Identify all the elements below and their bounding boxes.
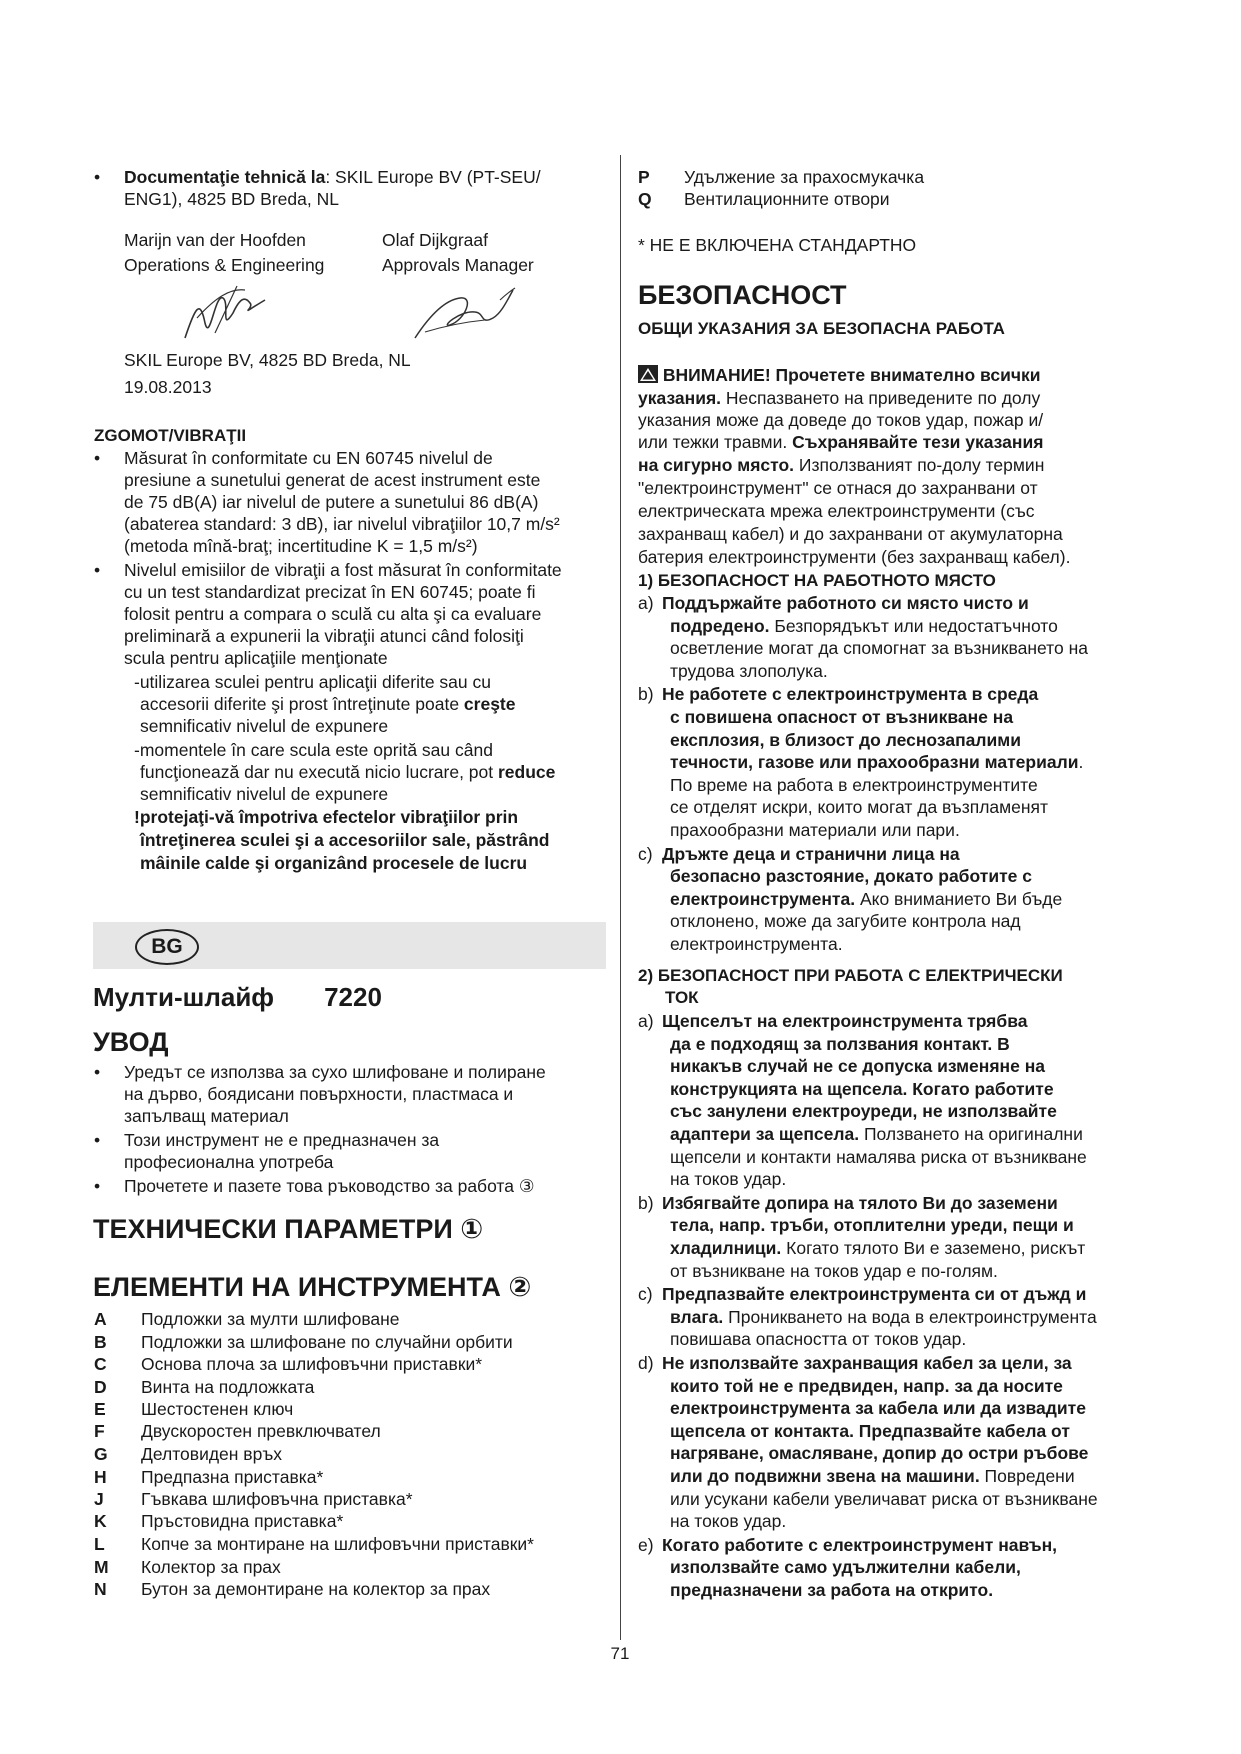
item-line [670, 1123, 1083, 1145]
item-line: прахообразни материали или пари. [670, 820, 960, 840]
bullet-dot: • [94, 1176, 101, 1196]
dash1-text: accesorii diferite şi prost întreţinute poate [140, 694, 464, 714]
element-label: Бутон за демонтиране на колектор за прах [141, 1579, 491, 1599]
element-label: Основа плоча за шлифовъчни приставки* [141, 1354, 483, 1374]
item-bold-text: експлозия, в близост до леснозапалими [670, 729, 1021, 750]
element-key: J [94, 1489, 104, 1509]
language-badge: BG [135, 929, 199, 965]
item-line [670, 865, 1032, 887]
item-key: c) [638, 843, 653, 864]
item-line [670, 1375, 1063, 1397]
warning-line: захранващ кабел) и до захранвани от акумулаторна [638, 524, 1063, 544]
item-line [670, 888, 1062, 910]
element-label: Подложки за мулти шлифоване [141, 1309, 400, 1329]
intro-heading: УВОД [93, 1027, 169, 1057]
item-text: Повредени [979, 1466, 1075, 1486]
item-bold-text: Не работете с електроинструмента в среда [662, 684, 1039, 705]
signature-date: 19.08.2013 [124, 377, 212, 397]
intro-b1-line: на дърво, боядисани повърхности, пластмаса и [124, 1084, 514, 1104]
element-label: Вентилационните отвори [684, 189, 890, 209]
noise-b1-line: (abaterea standard: 3 dB), iar nivelul vibraţiilor 10,7 m/s² [124, 514, 560, 534]
tech-doc-line1 [124, 166, 541, 188]
item-line [662, 1010, 1027, 1032]
item-line [670, 1033, 1010, 1055]
element-key: K [94, 1511, 107, 1531]
item-bold-text: електроинструмента за кабела или да извадите [670, 1398, 1086, 1419]
dash2-emph: reduce [498, 762, 556, 782]
bullet-dot: • [94, 167, 101, 187]
item-line [662, 1283, 1086, 1305]
item-text: . [1078, 752, 1084, 773]
item-bold-text: Когато работите с електроинструмент навън, [662, 1534, 1058, 1555]
item-line [670, 1465, 1075, 1487]
warning-bold: на сигурно място. [638, 455, 795, 475]
item-text: Ако вниманието Ви бъде [855, 888, 1063, 909]
bullet-dot: • [94, 1130, 101, 1150]
item-bold-text: да е подходящ за ползвания контакт. В [670, 1033, 1010, 1054]
item-line: електроинструмента. [670, 934, 843, 954]
element-label: Винта на подложката [141, 1377, 315, 1397]
item-line [670, 1214, 1074, 1236]
electrical-heading: 2) БЕЗОПАСНОСТ ПРИ РАБОТА С ЕЛЕКТРИЧЕСКИ [638, 966, 1063, 985]
item-line [662, 1192, 1058, 1214]
bullet-dot: • [94, 448, 101, 468]
warning-text: или тежки травми. [638, 432, 793, 452]
element-key: L [94, 1534, 105, 1554]
company-address: SKIL Europe BV, 4825 BD Breda, NL [124, 350, 411, 370]
item-bold-text: безопасно разстояние, докато работите с [670, 866, 1032, 887]
product-title-row [93, 981, 382, 1013]
item-key: d) [638, 1353, 654, 1373]
item-bold-text: никакъв случай не се допуска изменяне на [670, 1056, 1046, 1077]
element-label: Пръстовидна приставка* [141, 1511, 344, 1531]
item-line: щепсели и контакти намалява риска от възникване [670, 1146, 1087, 1167]
item-line [662, 843, 960, 865]
item-line [670, 1055, 1045, 1077]
item-key: a) [638, 593, 654, 613]
item-bold-text: Дръжте деца и странични лица на [662, 843, 960, 864]
noise-b2-line: preliminară a expunerii la vibraţii atunci când folosiţi [124, 626, 524, 646]
column-divider [620, 155, 621, 1640]
intro-b2-line: професионална употреба [124, 1152, 334, 1172]
element-label: Гъвкава шлифовъчна приставка* [141, 1489, 413, 1509]
item-line [670, 1420, 1070, 1442]
item-line [662, 1352, 1072, 1374]
noise-b1-line: Măsurat în conformitate cu EN 60745 nivelul de [124, 448, 493, 468]
tech-doc-label: Documentaţie tehnică la [124, 167, 326, 187]
item-bold-text: с повишена опасност от възникване на [670, 707, 1014, 727]
signer1-name: Marijn van der Hoofden [124, 230, 306, 250]
element-label: Шестостенен ключ [141, 1399, 294, 1419]
warning-text: Неспазването на приведените по долу [721, 388, 1041, 408]
dash2-line: -momentele în care scula este oprită sau când [134, 740, 493, 760]
protect-line: !protejaţi-vă împotriva efectelor vibraţiilor prin [134, 807, 519, 827]
item-line: трудова злополука. [670, 660, 828, 681]
element-label: Колектор за прах [141, 1557, 281, 1577]
item-line: на токов удар. [670, 1169, 787, 1190]
item-bold-text: подредено. [670, 615, 770, 636]
item-line [670, 1306, 1097, 1328]
item-line [670, 751, 1083, 773]
general-safety-heading: ОБЩИ УКАЗАНИЯ ЗА БЕЗОПАСНА РАБОТА [638, 319, 1005, 338]
element-key: N [94, 1579, 107, 1599]
intro-b3-line: Прочетете и пазете това ръководство за работа ③ [124, 1176, 535, 1196]
item-key: b) [638, 684, 654, 705]
item-bold-text: предназначени за работа на открито. [670, 1580, 994, 1600]
item-bold-text: електроинструмента. [670, 888, 856, 909]
noise-b1-line: (metoda mînă-braţ; incertitudine K = 1,5 m/s²) [124, 536, 478, 556]
noise-b1-line: presiune a sunetului generat de acest instrument este [124, 470, 541, 490]
signer1-role: Operations & Engineering [124, 255, 325, 275]
safety-heading: БЕЗОПАСНОСТ [638, 280, 847, 310]
product-title: Мулти-шлайф [93, 982, 275, 1012]
tech-params-heading: ТЕХНИЧЕСКИ ПАРАМЕТРИ ① [93, 1214, 484, 1244]
element-key: D [94, 1377, 107, 1397]
item-line: или усукани кабели увеличават риска от възникване [670, 1488, 1098, 1509]
dash1-emph: creşte [463, 694, 516, 714]
item-bold-text: конструкцията на щепсела. Когато работите [670, 1078, 1054, 1099]
item-bold-text: влага. [670, 1306, 724, 1327]
warning-lead: ВНИМАНИЕ! Прочетете внимателно всички [662, 365, 1041, 385]
item-bold-text: със занулени електроуреди, не използвайте [670, 1101, 1057, 1122]
item-line [662, 683, 1038, 705]
signer2-name: Olaf Dijkgraaf [382, 230, 489, 250]
bullet-dot: • [94, 1062, 101, 1082]
element-key: E [94, 1399, 106, 1419]
item-bold-text: адаптери за щепсела. [670, 1124, 860, 1144]
item-line [670, 1078, 1054, 1100]
item-text: Когато тялото Ви е заземено, рискът [781, 1238, 1086, 1258]
item-line [662, 592, 1029, 614]
item-line [670, 615, 1058, 637]
item-bold-text: които той не е предвиден, напр. за да носите [670, 1375, 1063, 1396]
protect-line: întreţinerea sculei şi a accesoriilor sale, păstrând [140, 830, 550, 850]
element-label: Делтовиден връх [141, 1444, 283, 1464]
item-line [670, 729, 1021, 751]
element-key: P [638, 167, 650, 187]
item-line [662, 1534, 1057, 1556]
elements-heading: ЕЛЕМЕНТИ НА ИНСТРУМЕНТА ② [93, 1272, 532, 1302]
warning-bold: указания. [638, 388, 722, 408]
item-line [670, 1237, 1085, 1259]
signature-2-image [405, 280, 525, 350]
signature-1-image [175, 278, 275, 348]
dash2-line: semnificativ nivelul de expunere [140, 784, 389, 804]
noise-b2-line: cu un test standardizat precizat în EN 60745; poate fi [124, 582, 536, 602]
element-key: Q [638, 189, 652, 209]
dash1-line: semnificativ nivelul de expunere [140, 716, 389, 736]
element-label: Подложки за шлифоване по случайни орбити [141, 1332, 513, 1352]
element-key: C [94, 1354, 107, 1374]
item-line [670, 1556, 1021, 1578]
warning-line [638, 431, 1043, 453]
element-label: Предпазна приставка* [141, 1467, 324, 1487]
item-bold-text: Избягвайте допира на тялото Ви до заземени [662, 1192, 1058, 1213]
item-key: a) [638, 1011, 654, 1031]
element-key: F [94, 1421, 105, 1441]
item-line: от възникване на токов удар е по-голям. [670, 1260, 998, 1281]
warning-text: Използваният по-долу термин [794, 455, 1045, 475]
item-text: Проникването на вода в електроинструмента [723, 1306, 1097, 1327]
noise-b2-line: folosit pentru a compara o sculă cu alta şi ca evaluare [124, 604, 542, 624]
element-key: A [94, 1309, 107, 1329]
item-bold-text: използвайте само удължителни кабели, [670, 1557, 1021, 1578]
warning-line [638, 364, 1041, 386]
tech-doc-rest1: : SKIL Europe BV (PT-SEU/ [325, 167, 541, 187]
intro-b1-line: Уредът се използва за сухо шлифоване и полиране [124, 1062, 546, 1082]
noise-b2-line: Nivelul emisiilor de vibraţii a fost măsurat în conformitate [124, 560, 562, 580]
item-bold-text: Поддържайте работното си място чисто и [662, 593, 1029, 613]
warning-line: указания може да доведе до токов удар, пожар и/ [638, 410, 1044, 430]
item-text: Ползването на оригинални [859, 1124, 1083, 1144]
item-line: отклонено, може да загубите контрола над [670, 911, 1021, 932]
item-text: Безпорядъкът или недостатъчното [769, 615, 1058, 636]
item-line [670, 1100, 1057, 1122]
element-key: M [94, 1557, 109, 1577]
item-line [670, 1397, 1086, 1419]
element-label: Двускоростен превключвател [141, 1421, 381, 1441]
item-line [670, 1442, 1088, 1464]
element-label: Удължение за прахосмукачка [684, 167, 925, 187]
item-key: b) [638, 1192, 654, 1213]
item-bold-text: хладилници. [670, 1238, 782, 1258]
item-key: e) [638, 1534, 654, 1555]
item-key: c) [638, 1284, 653, 1305]
warning-line: електрическата мрежа електроинструменти (със [638, 501, 1035, 521]
item-bold-text: Не използвайте захранващия кабел за цели, за [662, 1353, 1072, 1373]
item-bold-text: течности, газове или прахообразни материали [670, 752, 1079, 773]
item-line: осветление могат да спомогнат за възникването на [670, 638, 1088, 659]
item-line [670, 706, 1013, 728]
intro-b1-line: запълващ материал [124, 1106, 289, 1126]
item-bold-text: нагряване, омасляване, допир до остри ръбове [670, 1443, 1089, 1464]
tech-doc-rest2: ENG1), 4825 BD Breda, NL [124, 189, 339, 209]
item-bold-text: тела, напр. тръби, отоплителни уреди, пещи и [670, 1215, 1074, 1236]
product-model: 7220 [324, 982, 382, 1012]
element-key: B [94, 1332, 107, 1352]
noise-b1-line: de 75 dB(A) iar nivelul de putere a sunetului 86 dB(A) [124, 492, 539, 512]
dash1-line2 [140, 693, 516, 715]
protect-line: mâinile calde şi organizând procesele de lucru [140, 853, 528, 873]
item-bold-text: щепсела от контакта. Предпазвайте кабела от [670, 1420, 1070, 1441]
item-line: По време на работа в електроинструментите [670, 774, 1038, 795]
element-label: Копче за монтиране на шлифовъчни приставки* [141, 1534, 534, 1554]
warning-bold: Съхранявайте тези указания [792, 432, 1044, 452]
item-bold-text: Щепселът на електроинструмента трябва [662, 1011, 1028, 1031]
item-bold-text: Предпазвайте електроинструмента си от дъжд и [662, 1284, 1087, 1305]
element-key: G [94, 1444, 108, 1464]
warning-triangle-icon [638, 365, 658, 383]
dash1-line: -utilizarea sculei pentru aplicaţii diferite sau cu [134, 672, 491, 692]
warning-line [638, 387, 1040, 409]
warning-line: батерия електроинструменти (без захранващ кабел). [638, 547, 1071, 567]
warning-line: "електроинструмент" се отнася до захранвани от [638, 478, 1038, 498]
bullet-dot: • [94, 560, 101, 580]
item-line: повишава опасността от токов удар. [670, 1329, 967, 1350]
electrical-heading-cont: ТОК [665, 988, 699, 1007]
item-line: се отделят искри, които могат да възпламенят [670, 797, 1049, 818]
element-key: H [94, 1467, 107, 1487]
noise-title: ZGOMOT/VIBRAŢII [94, 426, 247, 445]
dash2-line2 [140, 761, 555, 783]
noise-b2-line: scula pentru aplicaţiile menţionate [124, 648, 388, 668]
warning-line [638, 454, 1044, 476]
item-line: на токов удар. [670, 1511, 787, 1532]
not-included-note: * НЕ Е ВКЛЮЧЕНА СТАНДАРТНО [638, 235, 917, 255]
dash2-text: funcţionează dar nu execută nicio lucrare, pot [140, 762, 498, 782]
item-bold-text: или до подвижни звена на машини. [670, 1466, 980, 1486]
work-area-heading: 1) БЕЗОПАСНОСТ НА РАБОТНОТО МЯСТО [638, 571, 996, 590]
intro-b2-line: Този инструмент не е предназначен за [124, 1130, 440, 1150]
signer2-role: Approvals Manager [382, 255, 534, 275]
item-line [670, 1579, 993, 1601]
page-number: 71 [610, 1644, 630, 1663]
